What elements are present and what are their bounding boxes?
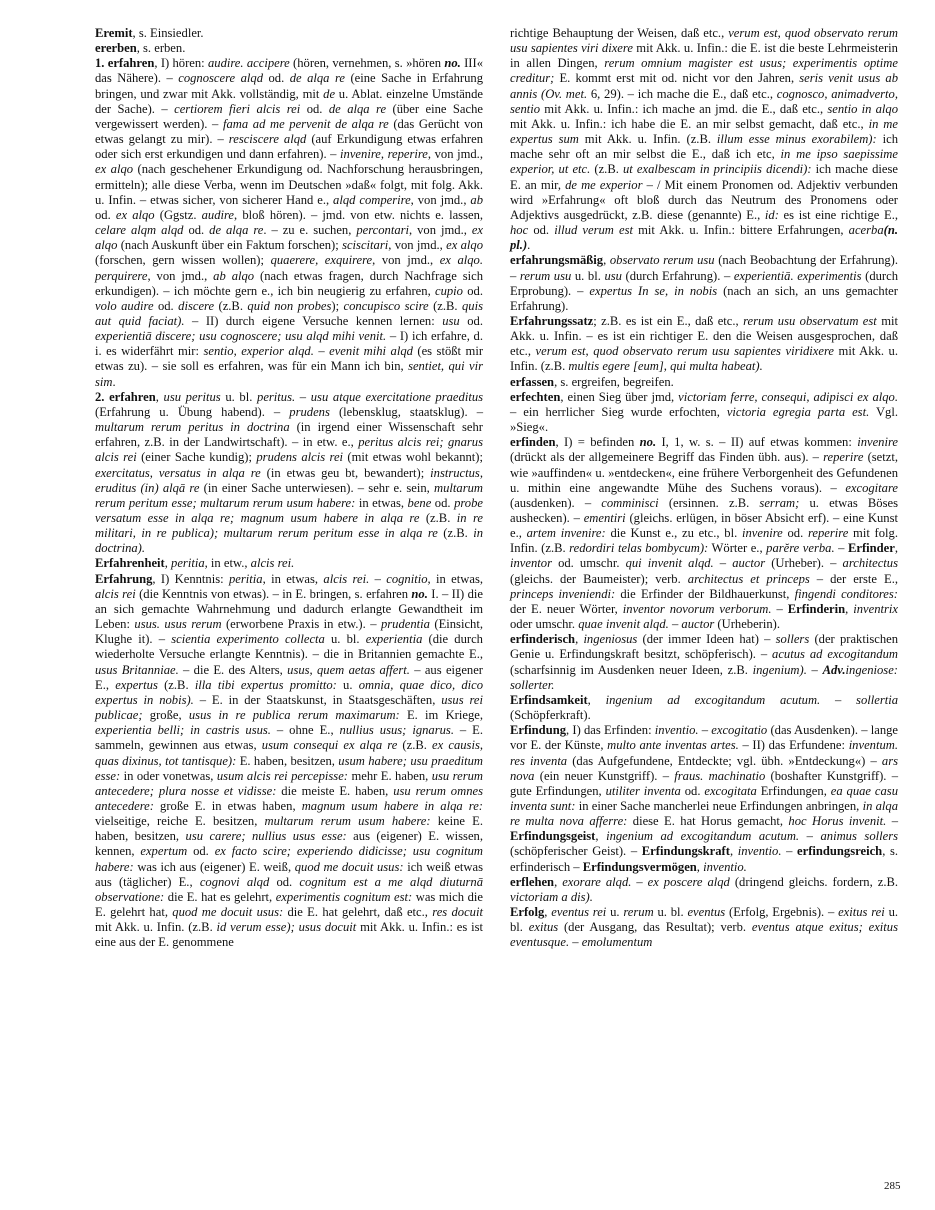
dictionary-entry <box>510 723 898 875</box>
entry-body: , s. erben. <box>136 41 186 56</box>
entry-headword: Erfindsamkeit <box>510 692 588 707</box>
dictionary-entry <box>510 905 898 950</box>
dictionary-entry <box>95 556 483 571</box>
entry-headword: erfinderisch <box>510 632 576 647</box>
entry-body: , exorare alqd. – ex poscere alqd (dringend gleichs. fordern, z.B. victoriam a dis). <box>510 874 899 904</box>
dictionary-entry <box>95 390 483 557</box>
entry-body: ; z.B. es ist ein E., daß etc., rerum usu observatum est mit Akk. u. Infin. – es ist ein richtiger E. den die Weisen ausgesprochen, daß etc., verum est, quod observato rerum usu sapientes viridixere mit Akk. u. Infin. (z.B. multis egere [eum], qui multa habeat). <box>510 313 898 374</box>
entry-body: , s. Einsiedler. <box>132 26 204 40</box>
page-number: 285 <box>884 1180 901 1192</box>
dictionary-entry <box>510 693 898 723</box>
entry-headword: Erfolg <box>510 905 545 920</box>
left-column <box>95 26 483 951</box>
entry-body: , peritia, in etw., alcis rei. <box>164 556 295 571</box>
entry-headword: Erfahrenheit <box>95 556 165 571</box>
entry-body: , ingeniosus (der immer Ideen hat) – sollers (der praktischen Genie u. Erfindungskraft besitzt, schöpferisch). – acutus ad excogitandum (scharfsinnig im Ausdenken neuer Ideen, z.B. ingenium). – Adv.ingeniose: sollerter. <box>510 632 899 692</box>
entry-body: , usu peritus u. bl. peritus. – usu atque exercitatione praeditus (Erfahrung u. Übung habend). – prudens (lebensklug, staatsklug). – multarum rerum peritus in doctrina (in irgend einer Wissenschaft sehr erfahren, z.B. in der Landwirtschaft). – in etw. e., peritus alcis rei; gnarus alcis rei (einer Sache kundig); prudens alcis rei (mit etwas wohl bekannt); exercitatus, versatus in alqa re (in etwas geu bt, bewandert); instructus, eruditus (in) alqā re (in einer Sache unterwiesen). – sehr e. sein, multarum rerum peritum esse; multarum rerum usum habere: in etwas, bene od. probe versatum esse in alqa re; magnum usum habere in alqa re (z.B. in re militari, in re publica); multarum rerum peritum esse in alqa re (z.B. in doctrina). <box>95 389 484 556</box>
entry-headword: 1. erfahren <box>95 56 155 71</box>
entry-body: , einen Sieg über jmd, victoriam ferre, consequi, adipisci ex alqo. – ein herrlicher Sieg wurde erfochten, victoria egregia parta est. Vgl. »Sieg«. <box>510 389 898 435</box>
entry-headword: Erfindung <box>510 723 566 738</box>
dictionary-entry <box>510 875 898 905</box>
entry-headword: erfechten <box>510 389 561 404</box>
entry-headword: Erfahrungssatz <box>510 313 594 328</box>
dictionary-entry <box>95 56 483 389</box>
entry-headword: erfassen <box>510 374 555 389</box>
entry-body: richtige Behauptung der Weisen, daß etc., verum est, quod observato rerum usu sapientes viri dixere mit Akk. u. Infin.: die E. ist die beste Lehrmeisterin in allen Dingen, rerum omnium magister est usus; experimentis optime creditur; E. kommt erst mit od. nicht vor den Jahren, seris venit usus ab annis (Ov. met. 6, 29). – ich mache die E., daß etc., cognosco, animadverto, sentio mit Akk. u. Infin.: ich mache an jmd. die E., daß etc., sentio in alqo mit Akk. u. Infin.: ich habe die E. an mir selbst gemacht, daß etc., in me expertus sum mit Akk. u. Infin. (z.B. illum esse minus exorabilem): ich mache sehr oft an mir selbst die E., daß ich etc, in me ipso saepissime experior, ut etc. (z.B. ut exalbescam in principiis dicendi): ich mache diese E. an mir, de me experior – / Mit einem Pronomen od. Adjektiv verbunden wird »Erfahrung« oft bloß durch das Neutrum des Pronomens oder Adjektivs ausgedrückt, z.B. diese (genannte) E., id: es ist eine richtige E., hoc od. illud verum est mit Akk. u. Infin.: bittere Erfahrungen, acerba(n. pl.). <box>510 26 899 253</box>
entry-headword: erfinden <box>510 435 556 450</box>
entry-body: , I) Kenntnis: peritia, in etwas, alcis rei. – cognitio, in etwas, alcis rei (die Kenntnis von etwas). – in E. bringen, s. erfahren no. I. – II) die an sich gemachte Wahrnehmung und dadurch erlangte Gewandtheit im Leben: usus. usus rerum (erworbene Praxis in etw.). – prudentia (Einsicht, Klughe it). – scientia experimento collecta u. bl. experientia (die durch wiederholte Versuche erlangte Kenntnis). – die in Britannien gemachte E., usus Britanniae. – die E. des Alters, usus, quem aetas affert. – aus eigener E., expertus (z.B. illa tibi expertus promitto: u. omnia, quae dico, dico expertus in nobis). – E. in der Staatskunst, in Staatsgeschäften, usus rei publicae; große, usus in re publica rerum maximarum: E. im Kriege, experientia belli; in castris usus. – ohne E., nullius usus; ignarus. – E. sammeln, gewinnen aus etwas, usum consequi ex alqa re (z.B. ex causis, quas dixinus, tot tantisque): E. haben, besitzen, usum habere; usu praeditum esse: in oder vonetwas, usum alcis rei percepisse: mehr E. haben, usu rerum antecedere; plura nosse et vidisse: die meiste E. haben, usu rerum omnes antecedere: große E. in etwas haben, magnum usum habere in alqa re: vielseitige, reiche E. besitzen, multarum rerum usum habere: keine E. haben, besitzen, usu carere; nullius usus esse: aus (eigener) E. wissen, kennen, expertum od. ex facto scire; experiendo didicisse; usu cognitum habere: was ich aus (eigener) E. weiß, quod me docuit usus: ich weiß etwas aus (täglicher) E., cognovi alqd od. cognitum est a me alqd diuturnā observatione: die E. hat es gelehrt, experimentis cognitum est: was mich die E. gelehrt hat, quod me docuit usus: die E. hat gelehrt, daß etc., res docuit mit Akk. u. Infin. (z.B. id verum esse); usus docuit mit Akk. u. Infin.: es ist eine aus der E. genommene <box>95 571 484 950</box>
dictionary-entry <box>510 435 898 632</box>
dictionary-entry <box>510 390 898 435</box>
entry-headword: erfahrungsmäßig <box>510 253 604 268</box>
dictionary-entry <box>510 26 898 253</box>
dictionary-entry <box>95 572 483 951</box>
dictionary-entry <box>95 26 483 41</box>
dictionary-entry <box>510 253 898 314</box>
entry-headword: erflehen <box>510 874 555 889</box>
entry-body: , I) hören: audire. accipere (hören, vernehmen, s. »hören no. III« das Nähere). – cognoscere alqd od. de alqa re (eine Sache in Erfahrung bringen, und zwar mit Akk. vollständig, mit de u. Ablat. einzelne Umstände der Sache). – certiorem fieri alcis rei od. de alqa re (über eine Sache vergewissert werden). – fama ad me pervenit de alqa re (das Gerücht von etwas gelangt zu mir). – resciscere alqd (auf Erkundigung etwas erfahren oder sich erst erkundigen und dann erfahren). – invenire, reperire, von jmd., ex alqo (nach geschehener Erkundigung od. Nachforschung herausbringen, ermitteln); alle diese Verba, wenn im Deutschen »daß« folgt, mit folg. Akk. u. Infin. – etwas sicher, von sicherer Hand e., alqd comperire, von jmd., ab od. ex alqo (Ggstz. audire, bloß hören). – jmd. von etw. nichts e. lassen, celare alqm alqd od. de alqa re. – zu e. suchen, percontari, von jmd., ex alqo (nach Auskunft über ein Faktum forschen); sciscitari, von jmd., ex alqo (forschen, gern wissen wollen); quaerere, exquirere, von jmd., ex alqo. perquirere, von jmd., ab alqo (nach etwas fragen, durch Nachfrage sich erkundigen). – ich möchte gern e., ich bin neugierig zu erfahren, cupio od. volo audire od. discere (z.B. quid non probes); concupisco scire (z.B. quis aut quid faciat). – II) durch eigene Versuche kennen lernen: usu od. experientiā discere; usu cognoscere; usu alqd mihi venit. – I) ich erfahre, d. i. es widerfährt mir: sentio, experior alqd. – evenit mihi alqd (es stößt mir etwas zu). – sie soll es erfahren, was für ein Mann ich bin, sentiet, qui vir sim. <box>95 56 484 389</box>
entry-body: , observato rerum usu (nach Beobachtung der Erfahrung). – rerum usu u. bl. usu (durch Erfahrung). – experientiā. experimentis (durch Erprobung). – expertus In se, in nobis (nach an sich, an uns gemachter Erfahrung). <box>510 253 899 313</box>
entry-headword: Erfahrung <box>95 571 153 586</box>
dictionary-entry <box>510 632 898 693</box>
entry-headword: ererben <box>95 41 137 56</box>
entry-body: , ingenium ad excogitandum acutum. – sollertia (Schöpferkraft). <box>510 692 899 723</box>
entry-body: , I) = befinden no. I, 1, w. s. – II) auf etwas kommen: invenire (drückt als der allgemeinere Begriff das Finden übh. aus). – reperire (setzt, wie »auffinden« u. »entdecken«, eine frühere Verborgenheit des Gefundenen u. mithin eine angewandte Mühe des Suchens voraus). – excogitare (ausdenken). – comminisci (ersinnen. z.B. serram; u. etwas Böses aushecken). – ementiri (gleichs. erlügen, in böser Absicht erf). – eine Kunst e., artem invenire: die Kunst e., zu etc., bl. invenire od. reperire mit folg. Infin. (z.B. redordiri telas bombycum): Wörter e., parĕre verba. – Erfinder, inventor od. umschr. qui invenit alqd. – auctor (Urheber). – architectus (gleichs. der Baumeister); verb. architectus et princeps – der erste E., princeps inveniendi: die Erfinder der Bildhauerkunst, fingendi conditores: der E. neuer Wörter, inventor novorum verborum. – Erfinderin, inventrix oder umschr. quae invenit alqd. – auctor (Urheberin). <box>510 435 899 632</box>
dictionary-entry <box>510 314 898 375</box>
entry-body: , eventus rei u. rerum u. bl. eventus (Erfolg, Ergebnis). – exitus rei u. bl. exitus (der Ausgang, das Resultat); verb. eventus atque exitus; exitus eventusque. – emolumentum <box>510 905 899 950</box>
dictionary-entry <box>510 375 898 390</box>
entry-body: , I) das Erfinden: inventio. – excogitatio (das Ausdenken). – lange vor E. der Künste, multo ante inventas artes. – II) das Erfundene: inventum. res inventa (das Aufgefundene, Entdeckte; vgl. übh. »Entdeckung«) – ars nova (ein neuer Kunstgriff). – fraus. machinatio (boshafter Kunstgriff). – gute Erfindungen, utiliter inventa od. excogitata Erfindungen, ea quae casu inventa sunt: in einer Sache mancherlei neue Erfindungen anbringen, in alqa re multa nova afferre: diese E. hat Horus gemacht, hoc Horus invenit. – Erfindungsgeist, ingenium ad excogitandum acutum. – animus sollers (schöpferischer Geist). – Erfindungskraft, inventio. – erfindungsreich, s. erfinderisch – Erfindungsvermögen, inventio. <box>510 723 899 874</box>
dictionary-entry <box>95 41 483 56</box>
entry-headword: Eremit <box>95 26 133 40</box>
right-column <box>510 26 898 951</box>
entry-headword: 2. erfahren <box>95 389 156 404</box>
entry-body: , s. ergreifen, begreifen. <box>554 374 674 389</box>
